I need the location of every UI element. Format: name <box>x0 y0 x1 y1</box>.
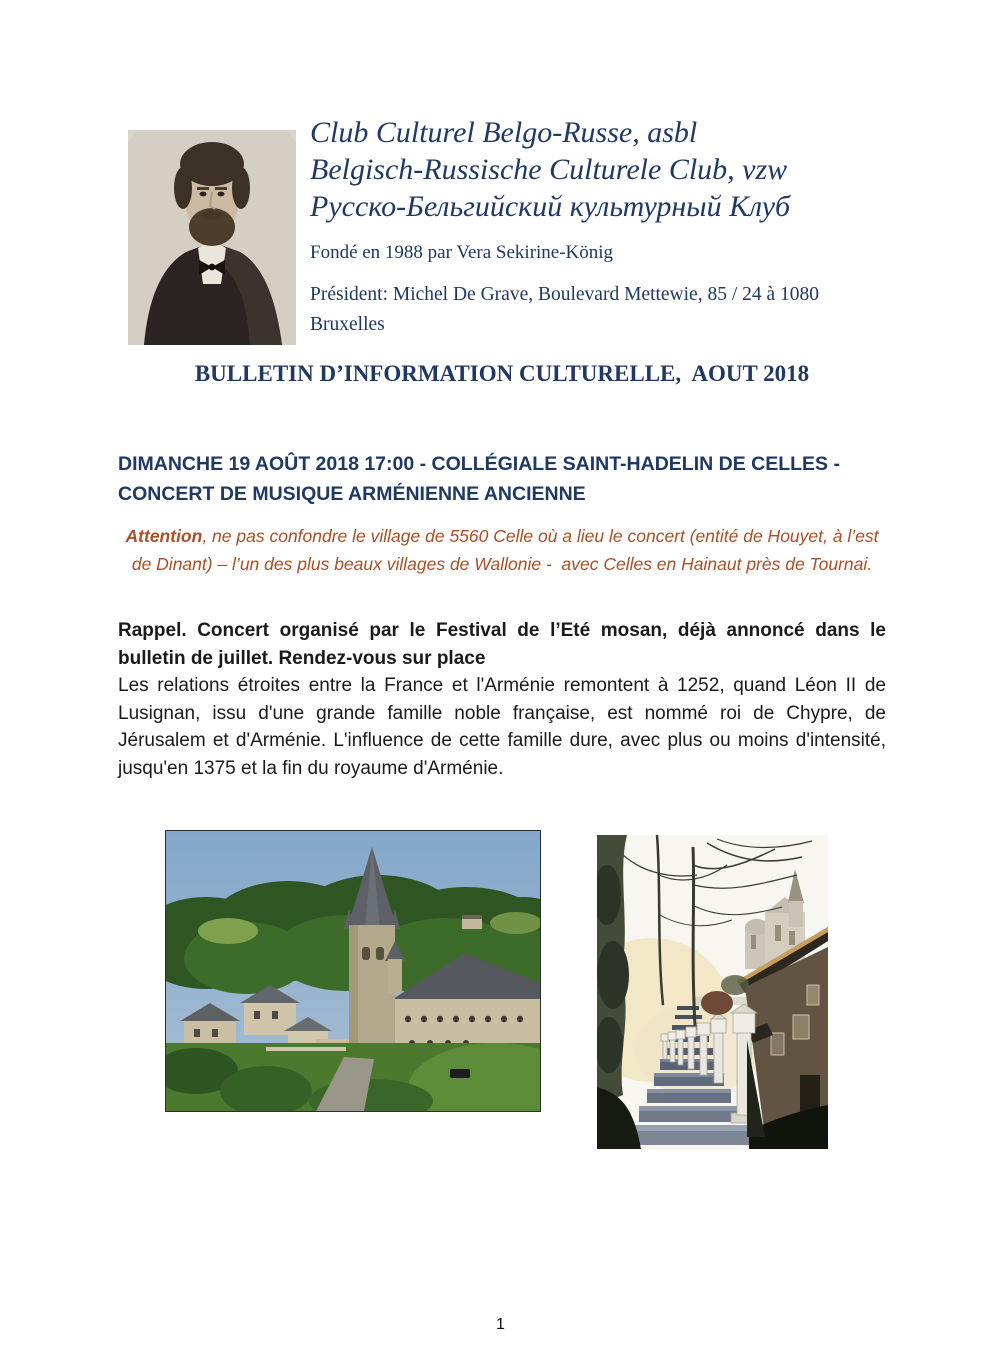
attention-text: , ne pas confondre le village de 5560 Celle où a lieu le concert (entité de Houyet, à l’est de Dinant) – l’un des plus beaux villages de Wallonie - avec Celles en Hainaut près de Tournai. <box>131 526 884 574</box>
portrait-illustration <box>128 130 296 345</box>
village-church-photo <box>165 830 541 1112</box>
village-church-illustration <box>166 831 540 1111</box>
president-line: Président: Michel De Grave, Boulevard Mettewie, 85 / 24 à 1080 Bruxelles <box>310 284 820 335</box>
founded-line: Fondé en 1988 par Vera Sekirine-König <box>310 242 614 263</box>
masthead <box>310 114 895 340</box>
attention-lead: Attention <box>125 526 203 546</box>
event-heading: DIMANCHE 19 AOÛT 2018 17:00 - COLLÉGIALE SAINT-HADELIN DE CELLES - CONCERT DE MUSIQUE ARMÉNIENNE ANCIENNE <box>118 453 840 505</box>
club-name-russian: Русско-Бельгийский культурный Клуб <box>310 190 791 223</box>
club-name-dutch: Belgisch-Russische Culturele Club, vzw <box>310 153 788 186</box>
rappel-paragraph: Rappel. Concert organisé par le Festival de l’Eté mosan, déjà annoncé dans le bulletin de juillet. Rendez-vous sur place <box>118 620 886 669</box>
page-number: 1 <box>496 1316 505 1333</box>
attention-note <box>118 522 886 578</box>
article <box>118 617 886 782</box>
club-name-french: Club Culturel Belgo-Russe, asbl <box>310 116 698 149</box>
bulletin-title: BULLETIN D’INFORMATION CULTURELLE, AOUT 2018 <box>194 361 810 386</box>
stairway-illustration <box>597 835 828 1149</box>
stone-stairway-photo <box>597 835 828 1149</box>
founder-portrait-photo <box>128 130 296 345</box>
body-paragraph: Les relations étroites entre la France et l'Arménie remontent à 1252, quand Léon II de Lusignan, issu d'une grande famille noble française, est nommé roi de Chypre, de Jérusalem et d'Arménie. L'influence de cette famille dure, avec plus ou moins d'intensité, jusqu'en 1375 et la fin du royaume d'Arménie. <box>118 675 886 779</box>
